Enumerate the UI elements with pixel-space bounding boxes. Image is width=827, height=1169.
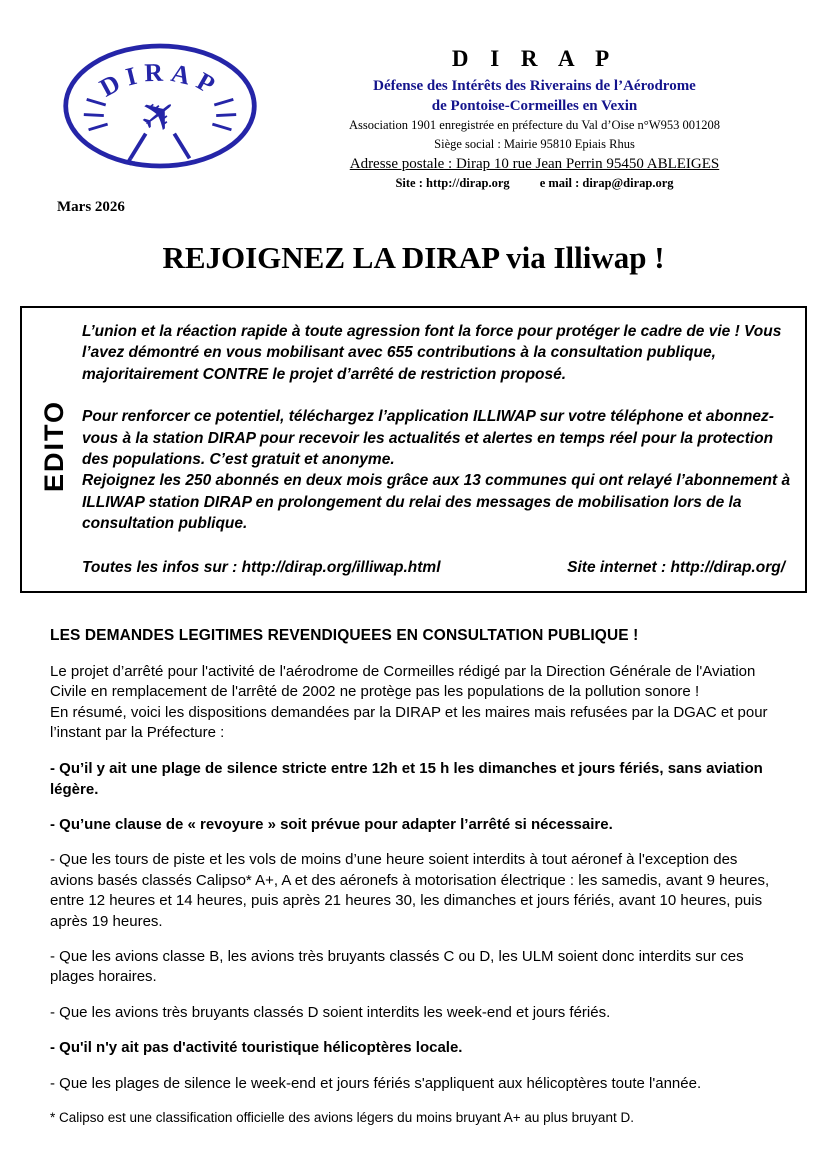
org-block: [270, 40, 799, 191]
edito-footer: [82, 557, 791, 578]
dirap-logo: [60, 40, 270, 191]
calipso-footnote: * Calipso est une classification officielle des avions légers du moins bruyant A+ au plus bruyant D.: [50, 1110, 634, 1125]
edito-box: [20, 306, 807, 593]
site-email-line: [270, 176, 799, 191]
demand-item: - Que les tours de piste et les vols de moins d’une heure soient interdits à tout aéronef à l'exception des avions basés classés Calipso* A+, A et des aéronefs à motorisation électrique : les samedis, avant 9 heures, entre 12 heures et 14 heures, puis après 21 heures 30, les dimanches et jours fériés, avant 10 heures, puis après 19 heures.: [50, 851, 770, 930]
demands-list: [50, 759, 779, 1094]
intro-paragraph: Le projet d’arrêté pour l'activité de l'aérodrome de Cormeilles rédigé par la Direction Générale de l'Aviation Civile en remplacement de l'arrêté de 2002 ne protège pas les populations de la pollution sonore !: [50, 662, 756, 701]
demand-item: - Que les avions classe B, les avions très bruyants classés C ou D, les ULM soient donc interdits sur ces plages horaires.: [50, 948, 744, 986]
issue-date: Mars 2026: [57, 199, 125, 215]
siege-social-line: Siège social : Mairie 95810 Epiais Rhus: [434, 136, 635, 151]
intro-paragraphs: [50, 662, 779, 744]
demand-item: - Qu'il n'y ait pas d'activité touristique hélicoptères locale.: [50, 1039, 463, 1057]
demand-item: - Que les avions très bruyants classés D soient interdits les week-end et jours fériés.: [50, 1003, 611, 1021]
edito-infos-url: Toutes les infos sur : http://dirap.org/illiwap.html: [82, 559, 441, 577]
email-address: e mail : dirap@dirap.org: [539, 176, 674, 190]
edito-paragraph-3: Rejoignez les 250 abonnés en deux mois grâce aux 13 communes qui ont relayé l’abonnement à ILLIWAP station DIRAP en prolongement du relai des messages de mobilisation lors de la consultation publique.: [82, 472, 791, 532]
edito-label-text: EDITO: [38, 400, 69, 493]
header: [0, 0, 827, 191]
org-subtitle-line1: Défense des Intérêts des Riverains de l’Aérodrome: [373, 78, 696, 94]
postal-address-line: Adresse postale : Dirap 10 rue Jean Perrin 95450 ABLEIGES: [349, 156, 720, 172]
org-subtitle-line2: de Pontoise-Cormeilles en Vexin: [431, 97, 638, 114]
edito-paragraph-2: Pour renforcer ce potentiel, téléchargez l’application ILLIWAP sur votre téléphone et abonnez-vous à la station DIRAP pour recevoir les actualités et alertes en temps réel pour la protection des populations. C’est gratuit et anonyme.: [82, 408, 774, 468]
dirap-logo-graphic: [60, 40, 260, 172]
section-heading: LES DEMANDES LEGITIMES REVENDIQUEES EN CONSULTATION PUBLIQUE !: [50, 626, 639, 644]
intro-paragraph: En résumé, voici les dispositions demandées par la DIRAP et les maires mais refusées par la DGAC et pour l’instant par la Préfecture :: [50, 703, 768, 741]
edito-label: [26, 314, 82, 579]
page-title: REJOIGNEZ LA DIRAP via Illiwap !: [162, 240, 665, 275]
edito-paragraph-1: L’union et la réaction rapide à toute agression font la force pour protéger le cadre de vie ! Vous l’avez démontré en vous mobilisant avec 655 contributions à la consultation publique, majoritairement CONTRE le projet d’arrêté de restriction proposé.: [82, 323, 782, 383]
logo-text: DIRAP: [94, 57, 226, 103]
site-url: Site : http://dirap.org: [395, 176, 510, 190]
demand-item: - Que les plages de silence le week-end et jours fériés s'appliquent aux hélicoptères toute l'année.: [50, 1074, 702, 1092]
edito-site-url: Site internet : http://dirap.org/: [567, 559, 785, 577]
association-registration-line: Association 1901 enregistrée en préfecture du Val d’Oise n°W953 001208: [349, 118, 720, 132]
airplane-icon: ✈: [129, 84, 190, 147]
demand-item: - Qu’il y ait une plage de silence stricte entre 12h et 15 h les dimanches et jours fériés, sans aviation légère.: [50, 760, 763, 798]
org-acronym: D I R A P: [451, 46, 618, 71]
main-content: [50, 627, 779, 1128]
edito-content: [82, 314, 793, 579]
demand-item: - Qu’une clause de « revoyure » soit prévue pour adapter l’arrêté si nécessaire.: [50, 816, 613, 834]
